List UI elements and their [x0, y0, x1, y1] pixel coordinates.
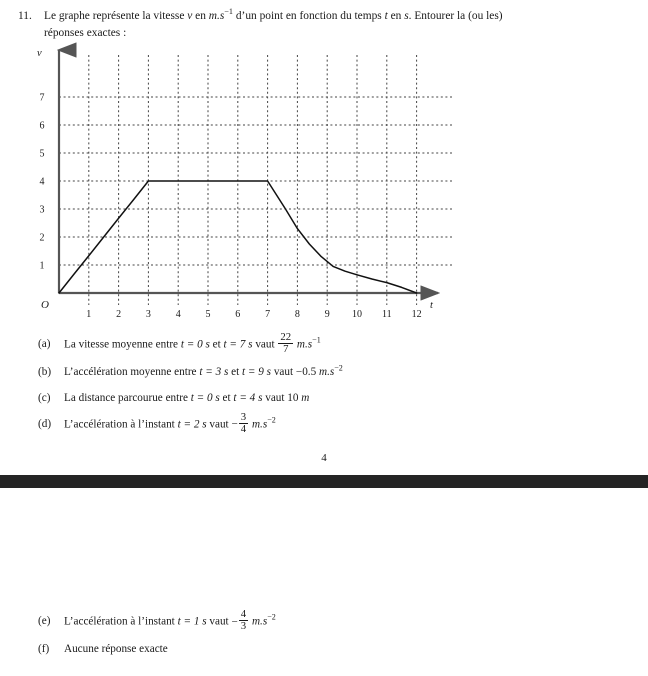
option-a-numerator: 22 — [280, 331, 292, 343]
variable-t: t — [384, 10, 388, 22]
option-b-label: (b) — [38, 365, 52, 378]
option-e-label: (e) — [38, 615, 51, 627]
option-a-unit1: s — [205, 338, 210, 351]
y-tick-label: 7 — [39, 92, 45, 104]
option-c-mid: et — [219, 391, 234, 404]
option-a-pre: La vitesse moyenne entre — [64, 338, 181, 351]
option-a-mid: et — [209, 338, 224, 351]
option-b[interactable] — [38, 361, 598, 383]
option-d-fraction — [239, 412, 248, 436]
x-tick-label: 1 — [86, 309, 92, 320]
y-tick-label: 2 — [39, 232, 45, 244]
option-e-denominator: 3 — [240, 620, 247, 633]
y-axis-label: v — [37, 48, 42, 59]
option-d-pre: L’accélération à l’instant — [64, 417, 178, 430]
option-c[interactable] — [38, 387, 598, 409]
question-text-line-2: réponses exactes : — [44, 26, 127, 39]
option-c-unit2: s — [258, 391, 263, 404]
option-d[interactable] — [38, 410, 598, 437]
option-d-unit1: s — [202, 417, 207, 430]
answer-options-list — [38, 333, 598, 440]
page-separator-bar — [0, 475, 648, 488]
x-tick-label: 11 — [381, 309, 392, 320]
option-b-mid: et — [228, 365, 243, 378]
x-tick-labels — [86, 309, 421, 320]
unit-second: s — [404, 10, 409, 22]
option-e-unit-exponent: −2 — [267, 612, 276, 622]
question-text-part-4: en — [387, 10, 405, 22]
x-axis-label: t — [430, 300, 433, 311]
question-text-part-5: . Entourer la (ou les) — [408, 10, 503, 22]
question-text-part-1: Le graphe représente la vitesse — [44, 10, 188, 22]
question-statement — [18, 8, 630, 41]
option-c-unit1: s — [215, 391, 220, 404]
y-tick-label: 5 — [39, 148, 45, 160]
option-a[interactable] — [38, 333, 598, 357]
x-tick-label: 3 — [145, 309, 151, 320]
option-b-value: −0.5 — [295, 365, 317, 378]
option-e-fraction — [239, 609, 248, 633]
option-c-eq2: t = 4 — [233, 391, 256, 404]
y-tick-labels — [40, 93, 45, 272]
option-e-unit1: s — [202, 615, 207, 628]
x-tick-label: 8 — [294, 309, 300, 320]
origin-label: O — [41, 299, 49, 311]
option-e-negative-sign: − — [231, 615, 238, 628]
option-a-eq2: t = 7 — [223, 338, 246, 351]
option-a-unit-exponent: −1 — [312, 335, 321, 345]
option-b-unit1: s — [223, 365, 229, 378]
x-tick-label: 10 — [352, 309, 362, 320]
option-d-eq1: t = 2 — [177, 417, 200, 430]
x-tick-label: 6 — [235, 309, 241, 320]
option-e[interactable] — [38, 610, 598, 634]
option-a-unit2: s — [248, 338, 253, 351]
option-a-fraction — [278, 332, 293, 356]
x-tick-label: 12 — [411, 309, 422, 320]
option-a-unit: m.s — [296, 338, 313, 351]
option-f[interactable] — [38, 638, 598, 660]
option-b-eq2: t = 9 — [242, 365, 264, 378]
option-b-unit: m.s — [318, 365, 335, 378]
option-e-pre: L’accélération à l’instant — [64, 615, 178, 628]
question-number: 11. — [18, 10, 32, 22]
option-c-verb: vaut — [262, 391, 288, 404]
option-b-eq1: t = 3 — [199, 365, 222, 378]
option-d-unit-exponent: −2 — [267, 415, 276, 425]
option-b-unit2: s — [266, 365, 272, 378]
variable-v: v — [187, 10, 193, 22]
option-c-pre: La distance parcourue entre — [64, 391, 191, 404]
option-d-numerator: 3 — [240, 410, 247, 423]
question-text — [44, 8, 630, 41]
option-f-pre: Aucune réponse exacte — [64, 642, 168, 655]
option-f-label: (f) — [38, 642, 50, 655]
option-e-verb: vaut — [206, 615, 232, 628]
option-d-denominator: 4 — [240, 422, 247, 435]
x-tick-label: 7 — [265, 309, 271, 320]
grid-lines — [59, 55, 452, 305]
page-number: 4 — [321, 452, 327, 464]
question-text-part-3: d’un point en fonction du temps — [233, 10, 385, 22]
option-c-unit: m — [301, 391, 310, 404]
option-d-label: (d) — [38, 417, 52, 430]
y-tick-label: 6 — [39, 120, 45, 132]
option-d-verb: vaut — [206, 417, 232, 430]
option-b-unit-exponent: −2 — [334, 362, 343, 372]
option-a-verb: vaut — [252, 338, 278, 351]
option-a-denominator: 7 — [278, 343, 293, 355]
option-a-eq1: t = 0 — [180, 338, 203, 351]
option-c-eq1: t = 0 — [190, 391, 213, 404]
x-tick-label: 4 — [175, 309, 181, 320]
option-a-label: (a) — [38, 338, 51, 350]
option-c-value: 10 — [287, 391, 299, 404]
y-tick-label: 1 — [39, 260, 45, 272]
graph-svg — [0, 40, 480, 325]
option-d-unit: m.s — [251, 417, 268, 430]
option-d-negative-sign: − — [231, 418, 238, 431]
answer-options-list-continued — [38, 610, 598, 664]
x-tick-label: 9 — [324, 309, 330, 320]
option-e-unit: m.s — [251, 615, 268, 628]
option-e-numerator: 4 — [240, 608, 247, 620]
x-tick-label: 2 — [116, 309, 122, 320]
y-tick-label: 3 — [39, 204, 45, 216]
unit-meter-per-second: m.s — [208, 10, 225, 22]
question-text-part-2: en — [192, 10, 209, 22]
velocity-time-graph — [0, 40, 480, 325]
unit-exponent-minus-one: −1 — [224, 7, 234, 17]
option-b-pre: L’accélération moyenne entre — [64, 365, 200, 378]
y-tick-label: 4 — [39, 176, 45, 188]
option-e-eq1: t = 1 — [177, 615, 200, 628]
option-b-verb: vaut — [271, 365, 296, 378]
option-c-label: (c) — [38, 391, 51, 404]
x-tick-label: 5 — [205, 309, 211, 320]
